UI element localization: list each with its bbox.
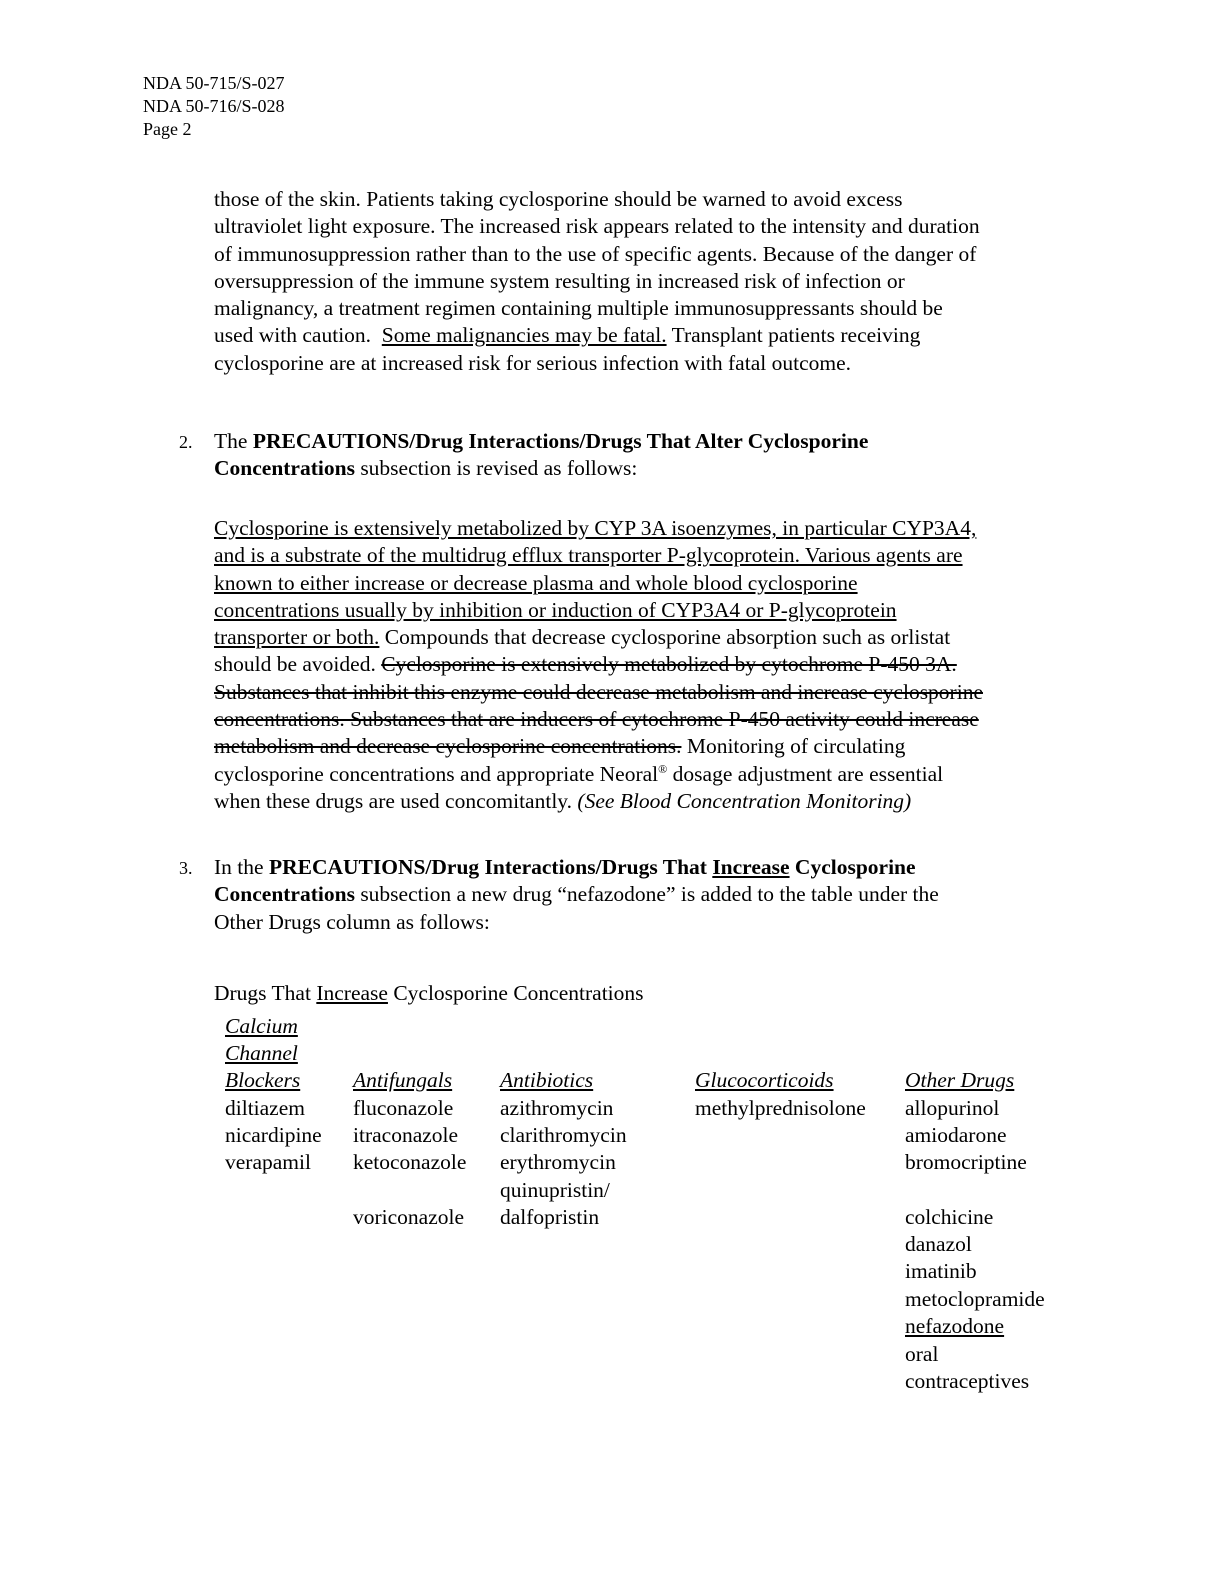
table-cell: ketoconazole — [353, 1150, 467, 1174]
table-cell: clarithromycin — [500, 1123, 627, 1147]
text-line — [214, 733, 983, 760]
table-cell: bromocriptine — [905, 1150, 1027, 1174]
inserted-text-line: concentrations usually by inhibition or induction of CYP3A4 or P-glycoprotein — [214, 597, 897, 622]
text-line — [214, 322, 980, 349]
text-segment: Compounds that decrease cyclosporine absorption such as orlistat — [379, 625, 951, 650]
text-line — [214, 788, 983, 815]
table-cell: azithromycin — [500, 1096, 614, 1120]
italic-reference: (See Blood Concentration Monitoring) — [577, 788, 912, 813]
bold-text: Cyclosporine — [789, 855, 916, 879]
column-header-antibiotics: Antibiotics — [500, 1068, 594, 1092]
text-segment: Cyclosporine Concentrations — [387, 981, 644, 1005]
column-header-ccb-2: Channel — [225, 1041, 298, 1065]
document-header — [143, 72, 285, 141]
text-segment: cyclosporine concentrations and appropriate Neoral — [214, 761, 659, 786]
item-3-heading — [214, 854, 939, 936]
column-header-ccb-1: Calcium — [225, 1014, 298, 1038]
column-header-antifungals: Antifungals — [353, 1068, 453, 1092]
nda-number-1: NDA 50-715/S-027 — [143, 73, 285, 93]
text-segment: when these drugs are used concomitantly. — [214, 788, 578, 813]
text-line: ultraviolet light exposure. The increased risk appears related to the intensity and duration — [214, 214, 980, 239]
underlined-text: Increase — [316, 981, 388, 1005]
inserted-text-line: Cyclosporine is extensively metabolized by CYP 3A isoenzymes, in particular CYP3A4, — [214, 516, 977, 540]
bold-text: Concentrations — [214, 882, 355, 907]
table-cell: quinupristin/ — [500, 1178, 610, 1202]
item-2-heading — [214, 428, 868, 483]
table-cell: dalfopristin — [500, 1205, 600, 1229]
table-cell: danazol — [905, 1232, 972, 1256]
underlined-text: Some malignancies may be fatal. — [381, 323, 667, 348]
text-line — [214, 624, 983, 651]
text-segment: The — [214, 429, 253, 453]
column-header-glucocorticoids: Glucocorticoids — [695, 1068, 834, 1092]
text-line — [214, 761, 983, 788]
table-cell: fluconazole — [353, 1096, 454, 1120]
new-drug-nefazodone: nefazodone — [905, 1314, 1005, 1338]
inserted-text-line: known to either increase or decrease plasma and whole blood cyclosporine — [214, 570, 858, 595]
text-line — [214, 854, 939, 881]
revised-paragraph — [214, 515, 983, 815]
column-header-ccb-3: Blockers — [225, 1068, 301, 1092]
deleted-text-line: Substances that inhibit this enzyme could decrease metabolism and increase cyclosporine — [214, 679, 983, 704]
text-segment: In the — [214, 855, 269, 879]
text-segment: used with caution. — [214, 323, 382, 348]
table-cell: erythromycin — [500, 1150, 616, 1174]
text-line — [214, 881, 939, 908]
page-number: Page 2 — [143, 119, 192, 139]
item-number-2: 2. — [179, 432, 193, 452]
bold-text: Concentrations — [214, 456, 355, 481]
deleted-text: Cyclosporine is extensively metabolized by cytochrome P-450 3A. — [381, 652, 957, 677]
text-segment: dosage adjustment are essential — [667, 761, 944, 786]
bold-text: PRECAUTIONS/Drug Interactions/Drugs That Alter Cyclosporine — [252, 429, 869, 453]
text-segment: Monitoring of circulating — [681, 734, 906, 759]
text-line: Other Drugs column as follows: — [214, 909, 490, 934]
table-cell: verapamil — [225, 1150, 311, 1174]
text-line: those of the skin. Patients taking cyclosporine should be warned to avoid excess — [214, 187, 903, 211]
table-cell: imatinib — [905, 1259, 977, 1283]
table-cell: diltiazem — [225, 1096, 305, 1120]
table-cell: metoclopramide — [905, 1287, 1045, 1311]
table-cell: nicardipine — [225, 1123, 322, 1147]
continued-paragraph — [214, 186, 980, 377]
table-cell: methylprednisolone — [695, 1096, 866, 1120]
inserted-text: transporter or both. — [214, 625, 380, 650]
text-line: cyclosporine are at increased risk for serious infection with fatal outcome. — [214, 350, 852, 375]
item-number-3: 3. — [179, 858, 193, 878]
table-cell: allopurinol — [905, 1096, 1000, 1120]
table-cell: colchicine — [905, 1205, 994, 1229]
text-line: malignancy, a treatment regimen containing multiple immunosuppressants should be — [214, 296, 943, 321]
text-line — [214, 651, 983, 678]
bold-text: PRECAUTIONS/Drug Interactions/Drugs That — [268, 855, 713, 879]
text-line: oversuppression of the immune system resulting in increased risk of infection or — [214, 268, 905, 293]
text-segment: Transplant patients receiving — [666, 323, 921, 348]
text-line — [214, 428, 868, 455]
inserted-text-line: and is a substrate of the multidrug efflux transporter P-glycoprotein. Various agents are — [214, 543, 963, 568]
text-segment: Drugs That — [214, 981, 317, 1005]
deleted-text: metabolism and decrease cyclosporine concentrations. — [214, 734, 682, 759]
table-cell: amiodarone — [905, 1123, 1007, 1147]
column-header-other-drugs: Other Drugs — [905, 1068, 1015, 1092]
registered-mark: ® — [658, 761, 668, 776]
nda-number-2: NDA 50-716/S-028 — [143, 96, 285, 116]
text-segment: subsection a new drug “nefazodone” is added to the table under the — [354, 882, 939, 907]
text-segment: should be avoided. — [214, 652, 382, 677]
deleted-text-line: concentrations. Substances that are inducers of cytochrome P-450 activity could increase — [214, 707, 979, 732]
table-title — [214, 980, 644, 1007]
text-line: of immunosuppression rather than to the use of specific agents. Because of the danger of — [214, 241, 977, 266]
table-cell: oral — [905, 1342, 939, 1366]
table-cell: contraceptives — [905, 1369, 1030, 1393]
table-cell: itraconazole — [353, 1123, 459, 1147]
bold-underlined-text: Increase — [712, 855, 790, 879]
text-line — [214, 455, 868, 482]
table-cell: voriconazole — [353, 1205, 465, 1229]
text-segment: subsection is revised as follows: — [354, 456, 638, 481]
